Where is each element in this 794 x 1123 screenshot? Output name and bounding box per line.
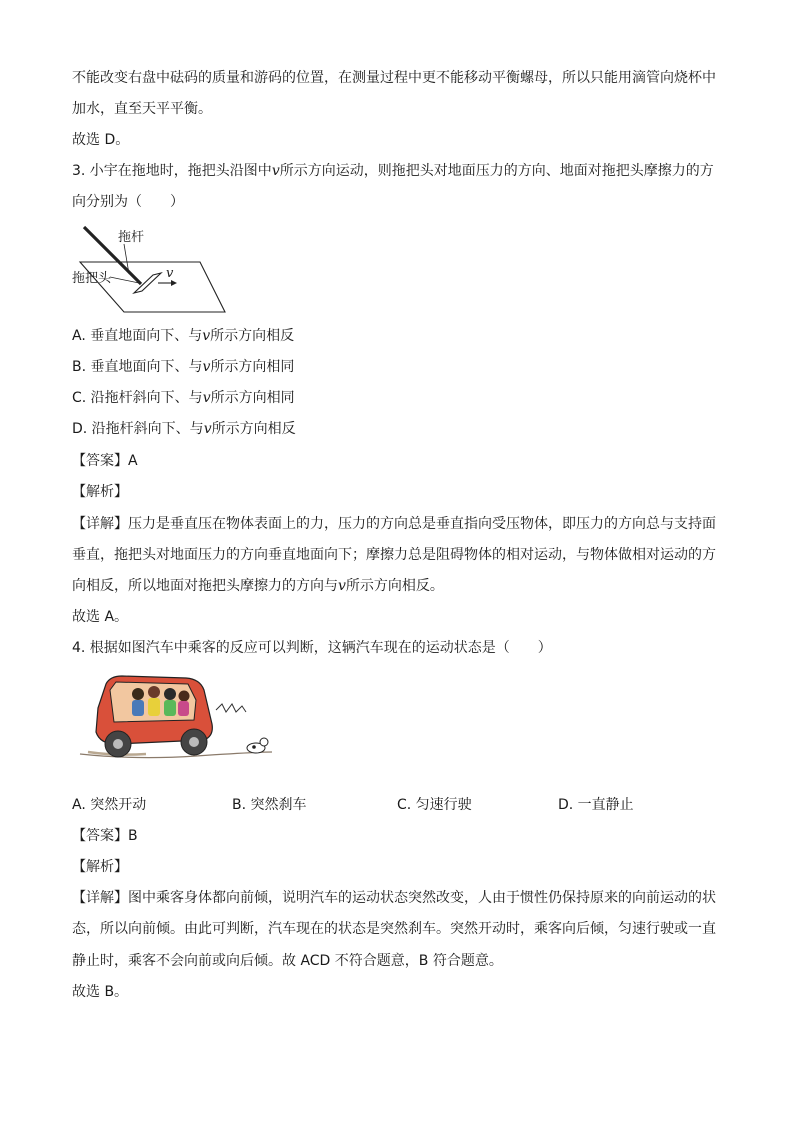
q3-option-c-v: v: [202, 390, 211, 406]
q3-detail-3b: 所示方向相反。: [345, 578, 444, 594]
passenger-3-body: [164, 700, 176, 716]
q3-option-d-pre: D. 沿拖杆斜向下、与: [72, 421, 204, 437]
car-illustration: [76, 670, 276, 770]
passenger-1-body: [132, 700, 144, 716]
q3-detail-line-2: 垂直，拖把头对地面压力的方向垂直地面向下；摩擦力总是阻碍物体的相对运动，与物体做相对运动的方: [72, 547, 716, 563]
q3-option-b-v: v: [202, 359, 211, 375]
q3-detail-3a: 向相反，所以地面对拖把头摩擦力的方向与: [72, 578, 338, 594]
q4-select: 故选 B。: [72, 984, 129, 1000]
velocity-label: v: [166, 266, 174, 281]
q3-option-d: [72, 419, 732, 439]
dog-spot: [252, 745, 256, 749]
q3-option-d-v: v: [203, 421, 212, 437]
q3-option-b: [72, 357, 732, 377]
q3-detail-line-3: [72, 576, 732, 596]
q3-option-a-pre: A. 垂直地面向下、与: [72, 328, 203, 344]
q4-detail-line-3: 静止时，乘客不会向前或向后倾。故 ACD 不符合题意，B 符合题意。: [72, 953, 503, 969]
q3-option-b-post: 所示方向相同: [210, 359, 295, 375]
passenger-4-body: [178, 701, 189, 716]
q3-option-d-post: 所示方向相反: [211, 421, 296, 437]
q3-velocity-symbol: v: [271, 163, 280, 179]
q3-option-c-pre: C. 沿拖杆斜向下、与: [72, 390, 203, 406]
dog-head: [260, 738, 268, 746]
q3-option-a-post: 所示方向相反: [210, 328, 295, 344]
q4-stem: 4. 根据如图汽车中乘客的反应可以判断，这辆汽车现在的运动状态是（ ）: [72, 640, 552, 656]
passenger-1-head: [132, 688, 144, 700]
head-label: 拖把头: [72, 271, 112, 286]
q3-select: 故选 A。: [72, 609, 129, 625]
q3-stem-text-b: 所示方向运动，则拖把头对地面压力的方向、地面对拖把头摩擦力的方: [279, 163, 714, 179]
q3-stem-text-a: 3. 小宇在拖地时，拖把头沿图中: [72, 163, 272, 179]
q4-option-d: D. 一直静止: [558, 797, 634, 813]
q3-stem-line-2: 向分别为（ ）: [72, 194, 184, 210]
q4-option-c: C. 匀速行驶: [397, 797, 472, 813]
mop-figure: [70, 224, 230, 316]
passenger-2-body: [148, 698, 160, 716]
q3-option-c-post: 所示方向相同: [210, 390, 295, 406]
exhaust-squiggle: [216, 704, 246, 712]
floor-plane: [80, 262, 225, 312]
q3-detail-v: v: [338, 578, 346, 594]
q4-detail-line-1: 【详解】图中乘客身体都向前倾，说明汽车的运动状态突然改变，人由于惯性仍保持原来的向前运动的状: [72, 890, 716, 906]
q3-option-b-pre: B. 垂直地面向下、与: [72, 359, 203, 375]
passenger-4-head: [179, 691, 190, 702]
rear-hub: [189, 737, 199, 747]
q3-option-a-v: v: [202, 328, 211, 344]
previous-answer-select: 故选 D。: [72, 132, 130, 148]
q3-option-c: [72, 388, 732, 408]
continued-text-line-1: 不能改变右盘中砝码的质量和游码的位置，在测量过程中更不能移动平衡螺母，所以只能用滴管向烧杯中: [72, 70, 716, 86]
passenger-2-head: [148, 686, 160, 698]
continued-text-line-2: 加水，直至天平平衡。: [72, 101, 212, 117]
passenger-3-head: [164, 688, 176, 700]
q3-analysis-heading: 【解析】: [72, 484, 128, 500]
q4-detail-line-2: 态，所以向前倾。由此可判断，汽车现在的状态是突然刹车。突然开动时，乘客向后倾，匀速行驶或一直: [72, 921, 716, 937]
q4-analysis-heading: 【解析】: [72, 859, 128, 875]
rod-label: 拖杆: [118, 230, 145, 245]
q4-option-a: A. 突然开动: [72, 797, 147, 813]
q3-answer: 【答案】A: [72, 453, 138, 469]
q4-answer: 【答案】B: [72, 828, 138, 844]
q3-detail-line-1: 【详解】压力是垂直压在物体表面上的力，压力的方向总是垂直指向受压物体，即压力的方向总与支持面: [72, 516, 716, 532]
q4-option-b: B. 突然刹车: [232, 797, 307, 813]
q3-option-a: [72, 326, 732, 346]
q3-stem-line-1: [72, 161, 732, 181]
front-hub: [113, 739, 123, 749]
